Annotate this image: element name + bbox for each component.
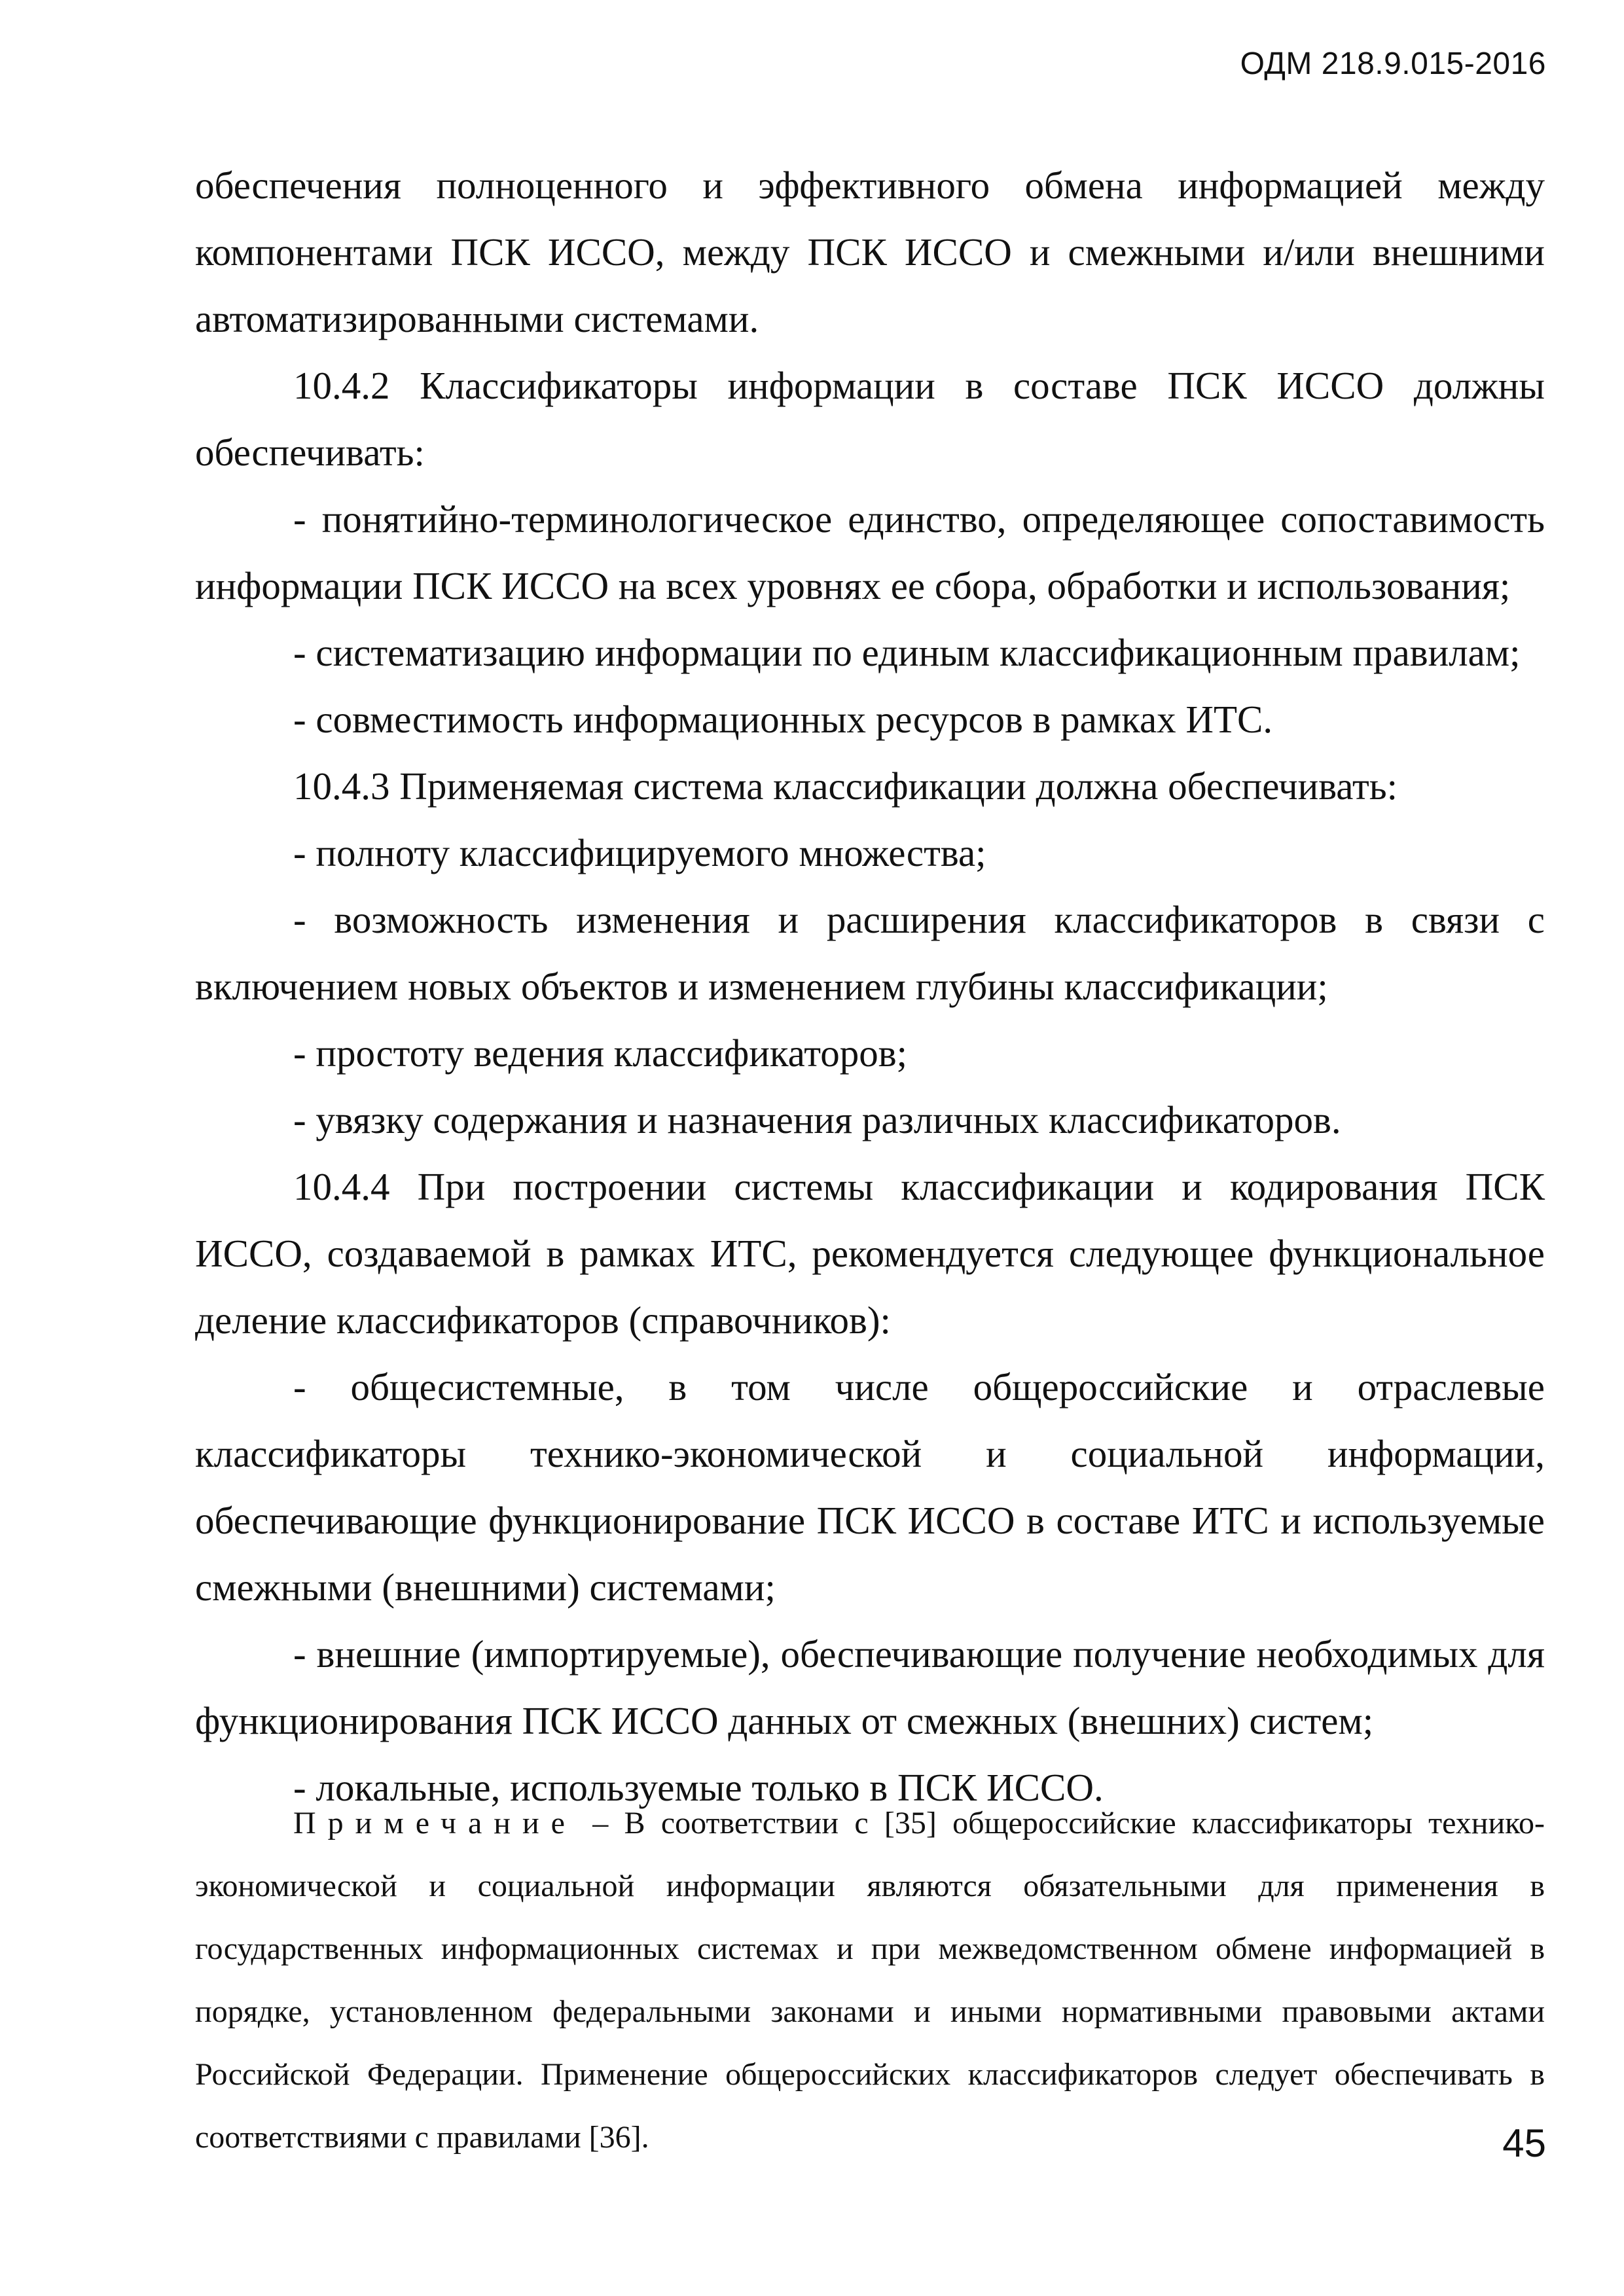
paragraph-continuation: обеспечения полноценного и эффективного обмена информацией между компонентами ПСК ИССО, между ПСК ИССО и смежными и/или внешними автоматизированными системами. xyxy=(195,164,1545,340)
paragraph-10-4-3: 10.4.3 Применяемая система классификации должна обеспечивать: xyxy=(293,764,1398,808)
list-item: - внешние (импортируемые), обеспечивающие получение необходимых для функционирования ПСК ИССО данных от смежных (внешних) систем; xyxy=(195,1632,1545,1742)
note-label: Примечание xyxy=(293,1806,577,1840)
note-block xyxy=(195,1792,1545,2169)
paragraph-10-4-4: 10.4.4 При построении системы классификации и кодирования ПСК ИССО, создаваемой в рамках ИТС, рекомендуется следующее функциональное деление классификаторов (справочников): xyxy=(195,1165,1545,1342)
paragraph-10-4-2: 10.4.2 Классификаторы информации в составе ПСК ИССО должны обеспечивать: xyxy=(195,364,1545,474)
page-number: 45 xyxy=(1502,2121,1546,2165)
list-item: - совместимость информационных ресурсов в рамках ИТС. xyxy=(293,698,1273,741)
list-item: - полноту классифицируемого множества; xyxy=(293,831,986,874)
list-item: - общесистемные, в том числе общероссийские и отраслевые классификаторы технико-экономической и социальной информации, обеспечивающие функционирование ПСК ИССО в составе ИТС и используемые смежными (внешними) системами; xyxy=(195,1365,1545,1609)
list-item: - возможность изменения и расширения классификаторов в связи с включением новых объектов и изменением глубины классификации; xyxy=(195,898,1545,1008)
list-item: - простоту ведения классификаторов; xyxy=(293,1031,908,1075)
note-text: – В соответствии с [35] общероссийские классификаторы технико-экономической и социальной информации являются обязательными для применения в государственных информационных системах и при межведомственном обмене информацией в порядке, установленном федеральными законами и иными нормативными правовыми актами Российской Федерации. Применение общероссийских классификаторов следует обеспечивать в соответствиями с правилами [36]. xyxy=(195,1806,1545,2155)
list-item: - понятийно-терминологическое единство, определяющее сопоставимость информации ПСК ИССО на всех уровнях ее сбора, обработки и использования; xyxy=(195,497,1545,607)
document-code-header: ОДМ 218.9.015-2016 xyxy=(1240,46,1546,81)
main-text xyxy=(195,152,1545,1821)
list-item: - локальные, используемые только в ПСК ИССО. xyxy=(293,1766,1104,1809)
list-item: - увязку содержания и назначения различных классификаторов. xyxy=(293,1098,1341,1141)
list-item: - систематизацию информации по единым классификационным правилам; xyxy=(293,631,1521,674)
